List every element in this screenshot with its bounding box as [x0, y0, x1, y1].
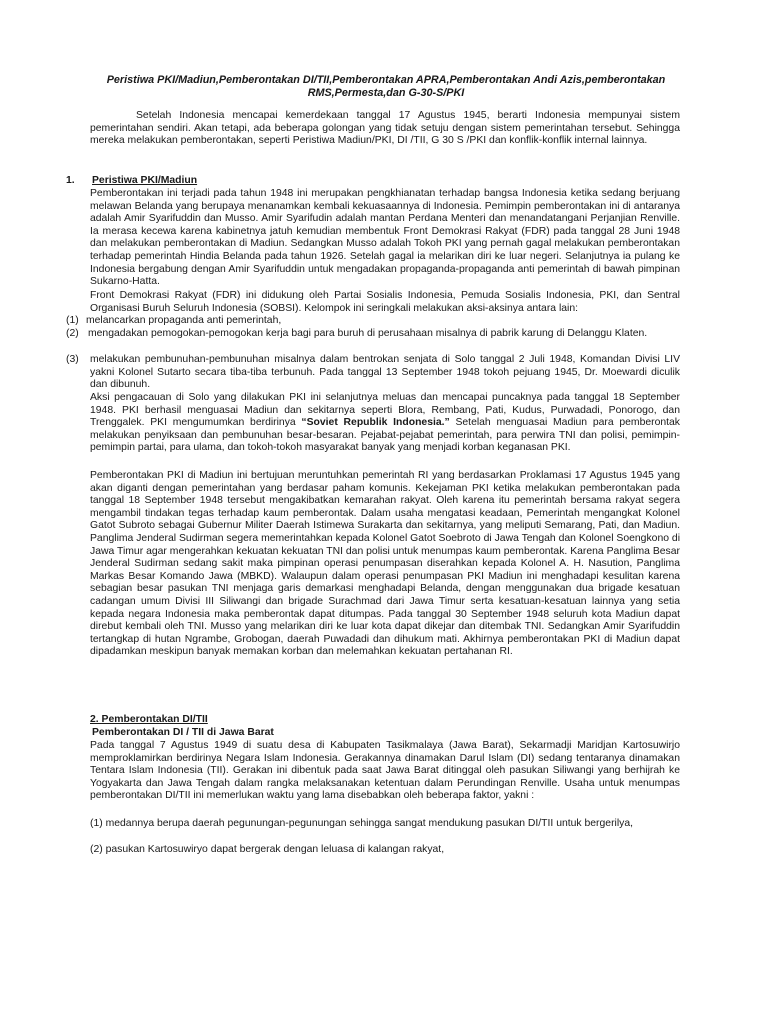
section-2-subheading: Pemberontakan DI / TII di Jawa Barat [92, 727, 274, 738]
document-title: Peristiwa PKI/Madiun,Pemberontakan DI/TII,Pemberontakan APRA,Pemberontakan Andi Azis,pemberontakan RMS,Permesta,dan G-30-S/PKI [106, 74, 666, 99]
list-marker: (3) [66, 354, 79, 365]
section-1-paragraph-4: Pemberontakan PKI di Madiun ini bertujuan meruntuhkan pemerintah RI yang berdasarkan Proklamasi 17 Agustus 1945 yang akan diganti dengan pemerintahan yang berdasar paham komunis. Kekejaman PKI ketika melakukan pemberontakan pada tanggal 18 September 1948 tersebut mengakibatkan kemarahan rakyat. Oleh karena itu pemerintah bersama rakyat segera mengambil tindakan tegas terhadap kaum pemberontak. Dalam usaha mengatasi keadaan, Pemerintah mengangkat Kolonel Gatot Subroto sebagai Gubernur Militer Daerah Istimewa Surakarta dan sekitarnya, yang meliputi Semarang, Pati, dan Madiun. Panglima Jenderal Sudirman segera memerintahkan kepada Kolonel Gatot Soebroto di Jawa Tengah dan Kolonel Soengkono di Jawa Timur agar mengerahkan kekuatan kekuatan TNI dan polisi untuk menumpas kaum pemberontak. Karena Panglima Besar Jenderal Sudirman sedang sakit maka pimpinan operasi penumpasan diserahkan kepada Kolonel A. H. Nasution, Panglima Markas Besar Komando Jawa (MBKD). Walaupun dalam operasi penumpasan PKI Madiun ini menghadapi kesulitan karena sebagian besar pasukan TNI menjaga garis demarkasi menghadapi Belanda, dengan menggunakan dua brigade kesatuan cadangan umum Divisi III Siliwangi dan brigade Surachmad dari Jawa Timur serta kesatuan-kesatuan lainnya yang setia kepada negara Indonesia maka pemberontak dapat ditumpas. Pada tanggal 30 September 1948 seluruh kota Madiun dapat direbut kembali oleh TNI. Musso yang melarikan diri ke luar kota dapat dikejar dan ditembak TNI. Sedangkan Amir Syarifuddin tertangkap di hutan Ngrambe, Grobogan, daerah Puwadadi dan dihukum mati. Akhirnya pemberontakan PKI di Madiun dapat dipadamkan meskipun banyak memakan korban dan melemahkan kekuatan pertahanan RI. [90, 470, 680, 658]
paragraph-3-text-end: Setelah menguasai Madiun para pemberontak melakukan penyiksaan dan pembunuhan besar-besaran. Pejabat-pejabat pemerintah, para perwira TNI dan polisi, pemimpin-pemimpin partai, para ulama, dan tokoh-tokoh masyarakat banyak yang menjadi korban keganasan PKI. [90, 417, 681, 454]
paragraph-3-text-start: Aksi pengacauan di Solo yang dilakukan PKI ini selanjutnya meluas dan mencapai puncaknya pada tanggal 18 September 1948. PKI berhasil menguasai Madiun dan sekitarnya seperti Blora, Rembang, Pati, Kudus, Purwadadi, Ponorogo, dan Trenggalek. PKI mengumumkan berdirinya [90, 392, 680, 429]
section-2-factor-1: (1) medannya berupa daerah pegunungan-pegunungan sehingga sangat mendukung pasukan DI/TII untuk bergerilya, [90, 818, 634, 829]
section-2-paragraph-1: Pada tanggal 7 Agustus 1949 di suatu desa di Kabupaten Tasikmalaya (Jawa Barat), Sekarmadji Maridjan Kartosuwirjo memproklamirkan berdirinya Negara Islam Indonesia. Gerakannya dinamakan Darul Islam (DI) sedang tentaranya dinamakan Tentara Islam Indonesia (TII). Gerakan ini dibentuk pada saat Jawa Barat ditinggal oleh pasukan Siliwangi yang berhijrah ke Yogyakarta dan Jawa Tengah dalam rangka melaksanakan ketentuan dalam Perundingan Renville. Usaha untuk menumpas pemberontakan DI/TII ini memerlukan waktu yang lama disebabkan oleh beberapa faktor, yakni : [90, 740, 680, 802]
list-item: melancarkan propaganda anti pemerintah, [86, 315, 282, 326]
intro-paragraph: Setelah Indonesia mencapai kemerdekaan tanggal 17 Agustus 1945, berarti Indonesia mempunyai sistem pemerintahan sendiri. Akan tetapi, ada beberapa golongan yang tidak setuju dengan sistem pemerintahan tersebut. Sehingga mereka melakukan pemberontakan, seperti Peristiwa Madiun/PKI, DI /TII, G 30 S /PKI dan konflik-konflik internal lainnya. [90, 110, 680, 147]
section-1-paragraph-2: Front Demokrasi Rakyat (FDR) ini didukung oleh Partai Sosialis Indonesia, Pemuda Sosialis Indonesia, PKI, dan Sentral Organisasi Buruh Seluruh Indonesia (SOBSI). Kelompok ini seringkali melakukan aksi-aksinya antara lain: [90, 290, 680, 314]
list-item: melakukan pembunuhan-pembunuhan misalnya dalam bentrokan senjata di Solo tanggal 2 Juli 1948, Komandan Divisi LIV yakni Kolonel Sutarto secara tiba-tiba terbunuh. Pada tanggal 13 September 1948 tokoh pejuang 1945, Dr. Moewardi diculik dan dibunuh. [90, 354, 680, 391]
list-marker: (2) [66, 328, 79, 339]
section-1-paragraph-1: Pemberontakan ini terjadi pada tahun 1948 ini merupakan pengkhianatan terhadap bangsa Indonesia ketika sedang berjuang melawan Belanda yang berupaya menanamkan kembali kekuasaannya di Indonesia. Pemimpin pemberontakan ini di antaranya adalah Amir Syarifuddin dan Musso. Amir Syarifudin adalah mantan Perdana Menteri dan menandatangani Perjanjian Renville. Ia merasa kecewa karena kabinetnya jatuh kemudian membentuk Front Demokrasi Rakyat (FDR) pada tanggal 28 Juni 1948 dan melakukan pemberontakan di Madiun. Sedangkan Musso adalah Tokoh PKI yang pernah gagal melakukan pemberontakan terhadap pemerintah Hindia Belanda pada tahun 1926. Setelah gagal ia melarikan diri ke luar negeri. Selanjutnya ia pulang ke Indonesia bergabung dengan Amir Syarifuddin untuk mengadakan propaganda-propaganda anti pemerintah di bawah pimpinan Sukarno-Hatta. [90, 188, 680, 288]
soviet-republik-indonesia-text: “Soviet Republik Indonesia.” [301, 417, 450, 429]
section-2-factor-2: (2) pasukan Kartosuwiryo dapat bergerak dengan leluasa di kalangan rakyat, [90, 844, 445, 855]
list-item: mengadakan pemogokan-pemogokan kerja bagi para buruh di perusahaan misalnya di pabrik karung di Delanggu Klaten. [88, 328, 648, 339]
section-1-number: 1. [66, 175, 75, 186]
list-marker: (1) [66, 315, 79, 326]
section-2-heading: 2. Pemberontakan DI/TII [90, 714, 208, 725]
section-1-paragraph-3 [90, 392, 680, 455]
section-1-heading: Peristiwa PKI/Madiun [92, 175, 198, 186]
